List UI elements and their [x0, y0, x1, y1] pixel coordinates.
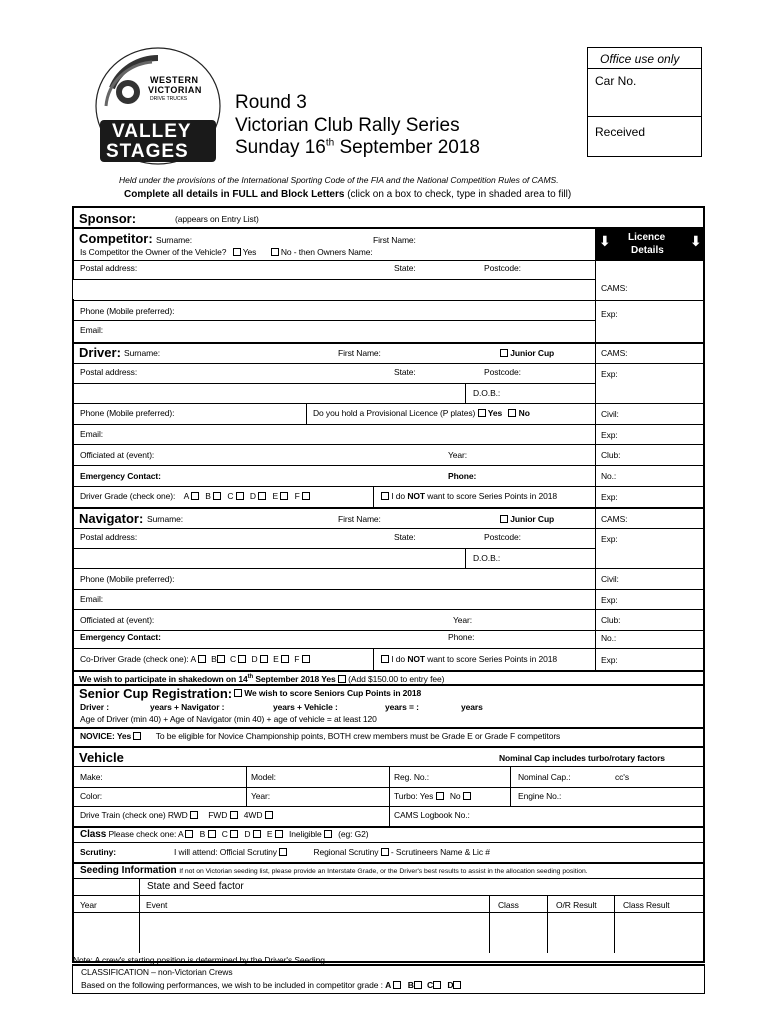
driver-year-label: Year:: [448, 450, 468, 460]
valley-stages-logo: [92, 46, 224, 168]
navigator-club-no-label: No.:: [601, 633, 617, 643]
navigator-officiated-label: Officiated at (event):: [80, 615, 155, 625]
logo-victorian: VICTORIAN: [148, 85, 202, 95]
turbo-row: Turbo: Yes No: [394, 792, 471, 801]
navigator-cams-label: CAMS:: [601, 514, 628, 524]
sponsor-note: (appears on Entry List): [175, 214, 259, 224]
class-b-checkbox[interactable]: [208, 830, 216, 838]
competitor-postcode-label: Postcode:: [484, 263, 521, 273]
driver-no-points: I do NOT want to score Series Points in 2018: [381, 492, 557, 501]
driver-junior-cup-checkbox[interactable]: [500, 349, 508, 357]
driver-no-points-checkbox[interactable]: [381, 492, 389, 500]
cc-label: cc's: [615, 772, 629, 782]
navigator-surname-label: Surname:: [147, 514, 184, 524]
driver-grade-exp-label: Exp:: [601, 492, 618, 502]
licence-title-line2: Details: [631, 245, 664, 256]
navigator-civil-label: Civil:: [601, 574, 619, 584]
competitor-first-name-label: First Name:: [373, 235, 416, 245]
series-title: Victorian Club Rally Series: [235, 115, 460, 136]
seeding-col-or-result: O/R Result: [556, 900, 597, 910]
competitor-phone-label: Phone (Mobile preferred):: [80, 306, 175, 316]
driver-grade-c-checkbox[interactable]: [236, 492, 244, 500]
seeding-col-class: Class: [498, 900, 519, 910]
driver-first-name-label: First Name:: [338, 348, 381, 358]
provisional-question: Do you hold a Provisional Licence (P plates) Yes No: [313, 408, 530, 418]
state-seed-label: State and Seed factor: [147, 881, 244, 892]
nominal-cap-note: Nominal Cap includes turbo/rotary factors: [499, 753, 665, 763]
driver-surname-label: Surname:: [124, 348, 161, 358]
navigator-no-points-checkbox[interactable]: [381, 655, 389, 663]
class-e-checkbox[interactable]: [275, 830, 283, 838]
senior-age-note: Age of Driver (min 40) + Age of Navigator (min 40) + age of vehicle = at least 120: [80, 714, 377, 724]
driver-cams-label: CAMS:: [601, 348, 628, 358]
competitor-surname-label: Surname:: [156, 235, 193, 245]
navigator-email-label: Email:: [80, 594, 104, 604]
navigator-grade-e-checkbox[interactable]: [281, 655, 289, 663]
driver-club-no-label: No.:: [601, 471, 617, 481]
competitor-cams-label: CAMS:: [601, 283, 628, 293]
provisional-no-checkbox[interactable]: [508, 409, 516, 417]
logo-valley: VALLEY: [112, 121, 192, 142]
novice-yes-checkbox[interactable]: [133, 732, 141, 740]
event-date: Sunday 16th September 2018: [235, 137, 480, 158]
driver-grade-e-checkbox[interactable]: [280, 492, 288, 500]
senior-driver-label: Driver :: [80, 702, 109, 712]
navigator-junior-cup-checkbox[interactable]: [500, 515, 508, 523]
navigator-first-name-label: First Name:: [338, 514, 381, 524]
driver-grade-f-checkbox[interactable]: [302, 492, 310, 500]
navigator-emergency-phone-label: Phone:: [448, 632, 475, 642]
fwd-checkbox[interactable]: [230, 811, 238, 819]
nominal-cap-label: Nominal Cap.:: [518, 772, 571, 782]
driver-junior-cup: Junior Cup: [500, 349, 554, 358]
navigator-exp-label: Exp:: [601, 534, 618, 544]
navigator-grade-f-checkbox[interactable]: [302, 655, 310, 663]
navigator-postal-label: Postal address:: [80, 532, 138, 542]
owner-yes-checkbox[interactable]: [233, 248, 241, 256]
class-row: Class Please check one: A B C D E Ineligible (eg: G2): [80, 829, 369, 840]
shakedown-yes-checkbox[interactable]: [338, 675, 346, 683]
navigator-grade-exp-label: Exp:: [601, 655, 618, 665]
driver-grade-d-checkbox[interactable]: [258, 492, 266, 500]
navigator-postcode-label: Postcode:: [484, 532, 521, 542]
classification-title: CLASSIFICATION – non-Victorian Crews: [81, 967, 233, 977]
navigator-year-label: Year:: [453, 615, 473, 625]
class-c-checkbox[interactable]: [230, 830, 238, 838]
4wd-checkbox[interactable]: [265, 811, 273, 819]
driver-grade-row: Driver Grade (check one): A B C D E F: [80, 492, 310, 501]
driver-grade-a-checkbox[interactable]: [191, 492, 199, 500]
car-no-label: Car No.: [595, 74, 637, 88]
competitor-exp-label: Exp:: [601, 309, 618, 319]
navigator-grade-row: Co-Driver Grade (check one): A B C D E F: [80, 655, 310, 664]
seeding-col-class-result: Class Result: [623, 900, 670, 910]
logbook-label: CAMS Logbook No.:: [394, 810, 470, 820]
scrutiny-row: I will attend: Official Scrutiny Regional Scrutiny - Scrutineers Name & Lic #: [174, 847, 490, 857]
novice-row: NOVICE: Yes To be eligible for Novice Championship points, BOTH crew members must be Grade E or Grade F competitors: [80, 731, 561, 741]
classification-grade-row: Based on the following performances, we wish to be included in competitor grade : A B C D: [81, 981, 461, 990]
navigator-no-points: I do NOT want to score Series Points in 2018: [381, 655, 557, 664]
held-under-note: Held under the provisions of the International Sporting Code of the FIA and the National Competition Rules of CAMS.: [119, 175, 559, 185]
driver-civil-exp-label: Exp:: [601, 430, 618, 440]
navigator-grade-b-checkbox[interactable]: [217, 655, 225, 663]
driver-postcode-label: Postcode:: [484, 367, 521, 377]
senior-cup-checkbox[interactable]: [234, 689, 242, 697]
competitor-postal-label: Postal address:: [80, 263, 138, 273]
navigator-junior-cup: Junior Cup: [500, 515, 554, 524]
driver-phone-label: Phone (Mobile preferred):: [80, 408, 175, 418]
competitor-state-label: State:: [394, 263, 416, 273]
provisional-yes-checkbox[interactable]: [478, 409, 486, 417]
turbo-no-checkbox[interactable]: [463, 792, 471, 800]
competitor-email-label: Email:: [80, 325, 104, 335]
driver-title: Driver:: [79, 345, 121, 360]
senior-cup-wish: We wish to score Seniors Cup Points in 2018: [234, 689, 421, 698]
classification-d-checkbox[interactable]: [453, 981, 461, 989]
driver-dob-label: D.O.B.:: [473, 388, 501, 398]
classification-a-checkbox[interactable]: [393, 981, 401, 989]
drive-train-row: Drive Train (check one) RWD FWD 4WD: [80, 811, 273, 820]
driver-civil-label: Civil:: [601, 409, 619, 419]
class-a-checkbox[interactable]: [185, 830, 193, 838]
vehicle-year-label: Year:: [251, 791, 271, 801]
driver-club-label: Club:: [601, 450, 621, 460]
crew-seeding-note: Note: A crew's starting position is determined by the Driver's Seeding.: [73, 955, 328, 965]
seeding-row: Seeding Information If not on Victorian seeding list, please provide an Interstate Grade, or the Driver's best results to assist in the allocation seeding position.: [80, 865, 588, 876]
make-label: Make:: [80, 772, 103, 782]
senior-years-navigator: years + Navigator :: [150, 702, 225, 712]
competitor-title: Competitor:: [79, 231, 153, 246]
shakedown-row: We wish to participate in shakedown on 14th September 2018 Yes (Add $150.00 to entry fee): [79, 673, 445, 684]
vehicle-title: Vehicle: [79, 750, 124, 765]
engine-no-label: Engine No.:: [518, 791, 562, 801]
competitor-address-field[interactable]: [73, 280, 594, 299]
complete-instructions: Complete all details in FULL and Block Letters (click on a box to check, type in shaded area to fill): [124, 189, 572, 200]
regional-scrutiny-checkbox[interactable]: [381, 848, 389, 856]
classification-c-checkbox[interactable]: [433, 981, 441, 989]
navigator-civil-exp-label: Exp:: [601, 595, 618, 605]
model-label: Model:: [251, 772, 276, 782]
navigator-state-label: State:: [394, 532, 416, 542]
driver-emergency-label: Emergency Contact:: [80, 471, 161, 481]
logo-stages: STAGES: [106, 141, 189, 162]
driver-postal-label: Postal address:: [80, 367, 138, 377]
classification-b-checkbox[interactable]: [414, 981, 422, 989]
scrutiny-title: Scrutiny:: [80, 847, 116, 857]
senior-cup-title: Senior Cup Registration:: [79, 686, 233, 701]
office-use-title: Office use only: [600, 52, 680, 66]
class-d-checkbox[interactable]: [253, 830, 261, 838]
seeding-col-event: Event: [146, 900, 168, 910]
color-label: Color:: [80, 791, 103, 801]
turbo-yes-checkbox[interactable]: [436, 792, 444, 800]
licence-title-line1: Licence: [628, 232, 666, 243]
senior-years-equals: years = :: [385, 702, 419, 712]
navigator-grade-c-checkbox[interactable]: [238, 655, 246, 663]
ineligible-checkbox[interactable]: [324, 830, 332, 838]
driver-grade-b-checkbox[interactable]: [213, 492, 221, 500]
navigator-title: Navigator:: [79, 511, 144, 526]
sponsor-title: Sponsor:: [79, 211, 137, 226]
driver-exp-label: Exp:: [601, 369, 618, 379]
official-scrutiny-checkbox[interactable]: [279, 848, 287, 856]
seeding-col-year: Year: [80, 900, 97, 910]
owner-no-checkbox[interactable]: [271, 248, 279, 256]
senior-years-vehicle: years + Vehicle :: [273, 702, 338, 712]
down-arrow-icon: ⬇: [690, 233, 702, 249]
logo-drive-trucks: DRIVE TRUCKS: [150, 96, 188, 102]
owner-question: Is Competitor the Owner of the Vehicle? Yes No - then Owners Name:: [80, 247, 373, 257]
driver-email-label: Email:: [80, 429, 104, 439]
down-arrow-icon: ⬇: [599, 233, 611, 249]
rwd-checkbox[interactable]: [190, 811, 198, 819]
navigator-grade-d-checkbox[interactable]: [260, 655, 268, 663]
driver-emergency-phone-label: Phone:: [448, 471, 477, 481]
round-title: Round 3: [235, 92, 307, 113]
logo-western: WESTERN: [150, 75, 199, 85]
navigator-phone-label: Phone (Mobile preferred):: [80, 574, 175, 584]
navigator-grade-a-checkbox[interactable]: [198, 655, 206, 663]
navigator-dob-label: D.O.B.:: [473, 553, 501, 563]
reg-label: Reg. No.:: [394, 772, 430, 782]
received-label: Received: [595, 125, 646, 139]
navigator-club-label: Club:: [601, 615, 621, 625]
driver-state-label: State:: [394, 367, 416, 377]
driver-officiated-label: Officiated at (event):: [80, 450, 155, 460]
senior-years-total: years: [461, 702, 483, 712]
navigator-emergency-label: Emergency Contact:: [80, 632, 161, 642]
